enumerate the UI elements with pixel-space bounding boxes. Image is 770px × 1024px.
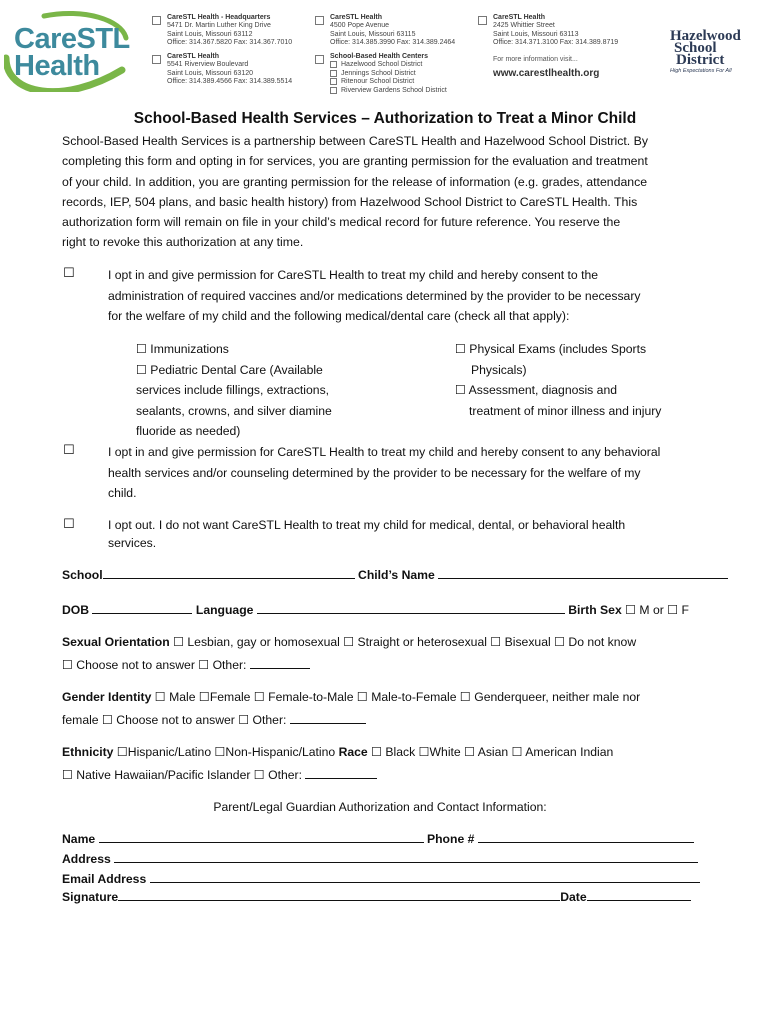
guardian-phone-field[interactable] xyxy=(478,830,694,843)
guardian-email-row xyxy=(62,870,702,886)
sexual-orientation-options[interactable]: ☐ Lesbian, gay or homosexual ☐ Straight or heterosexual ☐ Bisexual ☐ Do not know xyxy=(173,635,637,649)
guardian-signature-field[interactable] xyxy=(118,888,560,901)
intro-line: completing this form and opting in for services, you are granting permission for the evaluation and treatment xyxy=(62,154,648,169)
sbhc-item: Ritenour School District xyxy=(330,78,490,86)
sbhc-checkbox[interactable] xyxy=(330,70,337,77)
dob-label: DOB xyxy=(62,603,90,617)
sbhc-item: Hazelwood School District xyxy=(330,61,490,69)
child-name-field[interactable] xyxy=(438,566,728,579)
location-checkbox-whittier[interactable] xyxy=(478,16,487,25)
care-right-column: ☐ Physical Exams (includes Sports Physicals) ☐ Assessment, diagnosis and treatment of minor illness and injury xyxy=(455,339,695,421)
school-child-row xyxy=(62,566,692,582)
location-checkbox-sbhc[interactable] xyxy=(315,55,324,64)
school-label: School xyxy=(62,568,103,582)
location-hq xyxy=(167,14,327,48)
dob-row xyxy=(62,601,702,617)
district-line-2: School xyxy=(674,40,717,56)
sexual-orientation-row xyxy=(62,635,722,649)
sbhc-title: School-Based Health Centers xyxy=(330,53,429,60)
logo-line-2: Health xyxy=(14,50,100,82)
more-info-text: For more information visit... xyxy=(493,56,578,63)
guardian-email-field[interactable] xyxy=(150,870,700,883)
race-options-2[interactable]: ☐ Native Hawaiian/Pacific Islander ☐ Other: xyxy=(62,768,306,782)
location-city: Saint Louis, Missouri 63113 xyxy=(493,30,579,38)
guardian-phone-label: Phone # xyxy=(426,832,475,846)
location-whittier xyxy=(493,14,653,48)
birth-sex-f[interactable]: ☐ F xyxy=(667,603,689,617)
gi-other-field[interactable] xyxy=(290,711,366,724)
location-address: 4500 Pope Avenue xyxy=(330,22,390,30)
location-address: 5541 Riverview Boulevard xyxy=(167,61,249,69)
birth-sex-m[interactable]: ☐ M or xyxy=(625,603,664,617)
so-other-field[interactable] xyxy=(250,656,310,669)
guardian-email-label: Email Address xyxy=(62,872,147,886)
opt-in-behavioral-checkbox[interactable]: ☐ xyxy=(63,442,75,457)
opt-in-medical-checkbox[interactable]: ☐ xyxy=(63,265,75,280)
location-city: Saint Louis, Missouri 63120 xyxy=(167,69,253,77)
guardian-name-field[interactable] xyxy=(99,830,424,843)
location-title: CareSTL Health xyxy=(167,53,219,60)
location-phone: Office: 314.389.4566 Fax: 314.389.5514 xyxy=(167,78,293,86)
logo-line-1: CareSTL xyxy=(14,23,130,55)
carestl-logo xyxy=(4,10,129,92)
location-title: CareSTL Health - Headquarters xyxy=(167,14,271,21)
district-tagline: High Expectations For All xyxy=(670,68,732,74)
location-city: Saint Louis, Missouri 63115 xyxy=(330,30,416,38)
assessment-option[interactable]: ☐ Assessment, diagnosis and xyxy=(455,383,618,397)
location-address: 5471 Dr. Martin Luther King Drive xyxy=(167,22,271,30)
gender-identity-row-2 xyxy=(62,711,366,727)
race-label: Race xyxy=(338,745,368,759)
opt-in-behavioral-text: I opt in and give permission for CareSTL Health to treat my child and hereby consent to any behavioral health services and/or counseling determined by the provider to be necessary for the welfare of my child. xyxy=(108,445,661,500)
hazelwood-logo xyxy=(670,30,752,74)
location-title: CareSTL Health xyxy=(493,14,545,21)
location-city: Saint Louis, Missouri 63112 xyxy=(167,30,253,38)
intro-line: School-Based Health Services is a partnership between CareSTL Health and Hazelwood School District. By xyxy=(62,134,648,148)
location-checkbox-hq[interactable] xyxy=(152,16,161,25)
guardian-signature-row xyxy=(62,888,702,904)
location-checkbox-pope[interactable] xyxy=(315,16,324,25)
physical-exams-option[interactable]: ☐ Physical Exams (includes Sports xyxy=(455,342,647,356)
school-field[interactable] xyxy=(103,566,355,579)
ethnicity-options[interactable]: ☐Hispanic/Latino ☐Non-Hispanic/Latino xyxy=(116,745,336,759)
sbhc-item: Jennings School District xyxy=(330,70,490,78)
location-phone: Office: 314.385.3990 Fax: 314.389.2464 xyxy=(330,39,456,47)
language-label: Language xyxy=(195,603,254,617)
guardian-address-label: Address xyxy=(62,852,111,866)
race-options[interactable]: ☐ Black ☐White ☐ Asian ☐ American Indian xyxy=(371,745,614,759)
race-other-field[interactable] xyxy=(305,766,377,779)
sbhc-checkbox[interactable] xyxy=(330,87,337,94)
guardian-address-field[interactable] xyxy=(114,850,698,863)
guardian-date-field[interactable] xyxy=(587,888,691,901)
page-title: School-Based Health Services – Authorization to Treat a Minor Child xyxy=(133,110,637,127)
guardian-name-row xyxy=(62,830,702,846)
sbhc-checkbox[interactable] xyxy=(330,78,337,85)
intro-paragraph xyxy=(62,131,692,253)
race-row-2 xyxy=(62,766,377,782)
gender-identity-options-2[interactable]: female ☐ Choose not to answer ☐ Other: xyxy=(62,713,290,727)
district-line-3: District xyxy=(676,52,725,68)
care-left-column: ☐ Immunizations ☐ Pediatric Dental Care (Available services include fillings, extractions, sealants, crowns, and silver diamine fluoride as needed) xyxy=(136,339,436,442)
logo-text xyxy=(14,23,130,82)
website-link[interactable]: www.carestlhealth.org xyxy=(493,68,600,79)
opt-out-checkbox[interactable]: ☐ xyxy=(63,516,75,531)
location-address: 2425 Whittier Street xyxy=(493,22,555,30)
gender-identity-options[interactable]: ☐ Male ☐Female ☐ Female-to-Male ☐ Male-to-Female ☐ Genderqueer, neither male nor xyxy=(154,690,641,704)
location-title: CareSTL Health xyxy=(330,14,382,21)
sbhc-item: Riverview Gardens School District xyxy=(330,87,490,95)
dob-field[interactable] xyxy=(92,601,192,614)
location-phone: Office: 314.367.5820 Fax: 314.367.7010 xyxy=(167,39,293,47)
opt-in-medical-text: I opt in and give permission for CareSTL Health to treat my child and hereby consent to the administration of required vaccines and/or medications determined by the provider to be necessary for the welfare of my child and the following medical/dental care (check all that apply): xyxy=(108,268,641,323)
guardian-address-row xyxy=(62,850,702,866)
location-checkbox-riverview[interactable] xyxy=(152,55,161,64)
intro-line: authorization form will remain on file in your child’s medical record for future reference. You reserve the xyxy=(62,215,621,230)
immunizations-option[interactable]: ☐ Immunizations xyxy=(136,342,229,356)
location-riverview xyxy=(167,53,327,87)
child-name-label: Child’s Name xyxy=(358,568,435,582)
sexual-orientation-row-2 xyxy=(62,656,310,672)
district-line-1: Hazelwood xyxy=(670,28,741,44)
dental-option[interactable]: ☐ Pediatric Dental Care (Available xyxy=(136,362,323,377)
guardian-signature-label: Signature xyxy=(62,890,119,904)
location-pope xyxy=(330,14,490,48)
sbhc-checkbox[interactable] xyxy=(330,61,337,68)
sexual-orientation-options-2[interactable]: ☐ Choose not to answer ☐ Other: xyxy=(62,658,250,672)
ethnicity-race-row xyxy=(62,745,722,759)
gender-identity-label: Gender Identity xyxy=(62,690,152,704)
ethnicity-label: Ethnicity xyxy=(62,745,114,759)
opt-out-text: I opt out. I do not want CareSTL Health to treat my child for medical, dental, or behavioral health services. xyxy=(108,518,626,550)
gender-identity-row xyxy=(62,690,722,704)
intro-line: of your child. In addition, you are granting permission for the release of information (e.g. grades, attendance xyxy=(62,174,648,189)
sexual-orientation-label: Sexual Orientation xyxy=(62,635,170,649)
intro-line: records, IEP, 504 plans, and basic health history) from Hazelwood School District to CareSTL Health. This xyxy=(62,194,638,209)
language-field[interactable] xyxy=(257,601,565,614)
location-phone: Office: 314.371.3100 Fax: 314.389.8719 xyxy=(493,39,619,47)
guardian-date-label: Date xyxy=(560,890,587,904)
birth-sex-label: Birth Sex xyxy=(568,603,622,617)
guardian-header: Parent/Legal Guardian Authorization and Contact Information: xyxy=(213,800,547,814)
guardian-name-label: Name xyxy=(62,832,96,846)
sbhc-list xyxy=(330,53,490,95)
intro-line: right to revoke this authorization at any time. xyxy=(62,235,304,250)
